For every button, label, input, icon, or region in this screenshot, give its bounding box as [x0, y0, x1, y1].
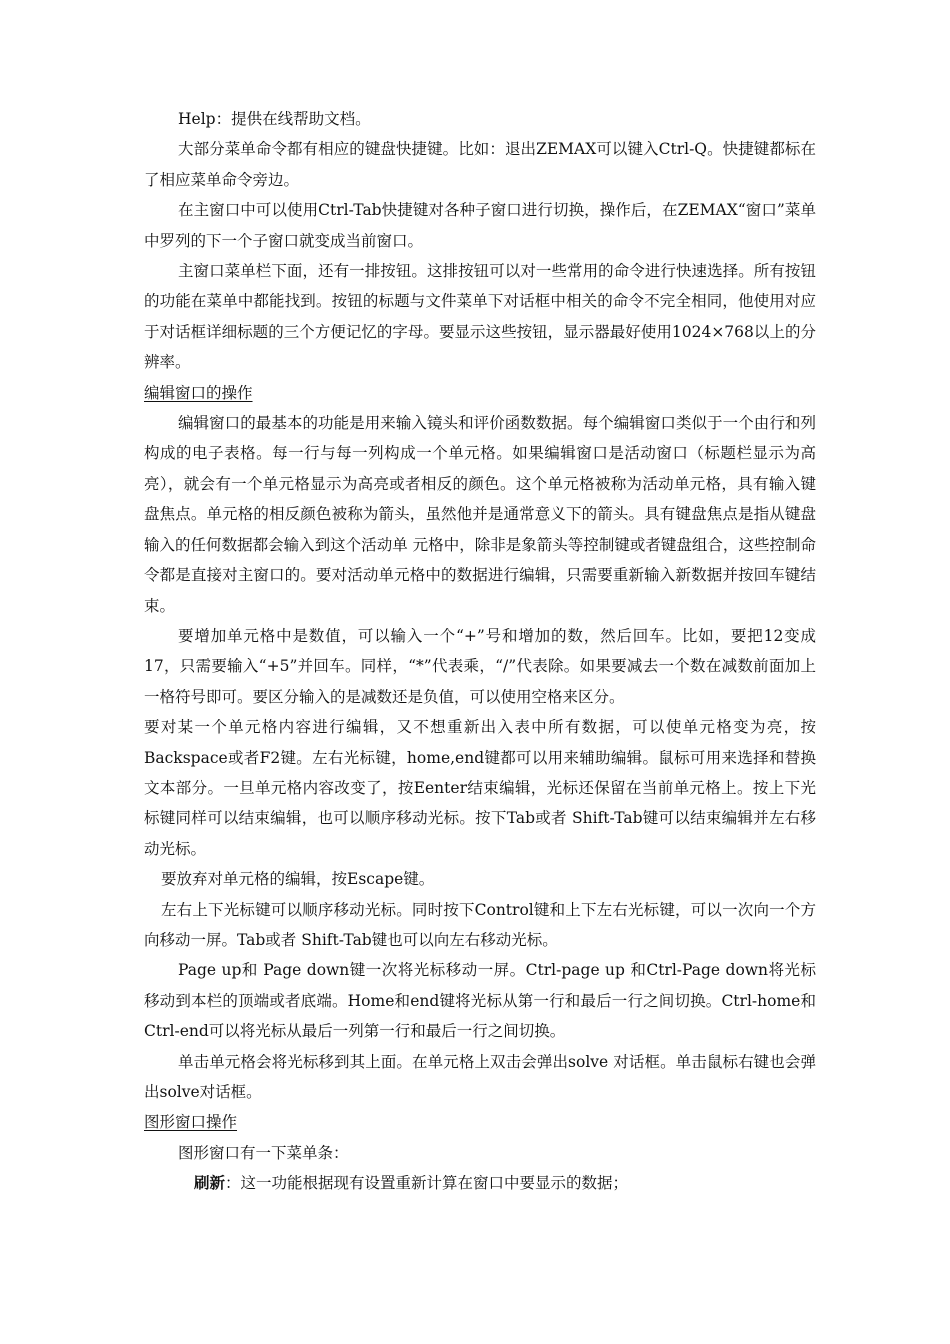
paragraph-escape: 要放弃对单元格的编辑，按Escape键。	[161, 870, 435, 889]
menu-item-refresh	[144, 1168, 816, 1198]
menu-refresh-term: 刷新	[194, 1173, 226, 1193]
paragraph-arrow-keys: 左右上下光标键可以顺序移动光标。同时按下Control键和上下左右光标键，可以一次向一个方向移动一屏。Tab或者 Shift-Tab键也可以向左右移动光标。	[144, 900, 816, 949]
document-page	[144, 104, 816, 1199]
paragraph-ctrl-tab: 在主窗口中可以使用Ctrl-Tab快捷键对各种子窗口进行切换，操作后，在ZEMAX“窗口”菜单中罗列的下一个子窗口就变成当前窗口。	[144, 201, 816, 250]
paragraph-help: Help：提供在线帮助文档。	[178, 110, 371, 128]
paragraph-page-keys: Page up和 Page down键一次将光标移动一屏。Ctrl-page up 和Ctrl-Page down将光标移动到本栏的顶端或者底端。Home和end键将光标从第一行和最后一行之间切换。Ctrl-home和Ctrl-end可以将光标从最后一列第一行和最后一行之间切换。	[144, 961, 816, 1041]
paragraph-edit-basic: 编辑窗口的最基本的功能是用来输入镜头和评价函数数据。每个编辑窗口类似于一个由行和列构成的电子表格。每一行与每一列构成一个单元格。如果编辑窗口是活动窗口（标题栏显示为高亮），就会有一个单元格显示为高亮或者相反的颜色。这个单元格被称为活动单元格，具有输入键盘焦点。单元格的相反颜色被称为箭头，虽然他并是通常意义下的箭头。具有键盘焦点是指从键盘输入的任何数据都会输入到这个活动单 元格中，除非是象箭头等控制键或者键盘组合，这些控制命令都是直接对主窗口的。要对活动单元格中的数据进行编辑，只需要重新输入新数据并按回车键结束。	[144, 414, 816, 615]
paragraph-shortcut: 大部分菜单命令都有相应的键盘快捷键。比如：退出ZEMAX可以键入Ctrl-Q。快捷键都标在了相应菜单命令旁边。	[144, 140, 816, 189]
paragraph-graph-menu: 图形窗口有一下菜单条：	[178, 1143, 349, 1162]
menu-refresh-desc: ：这一功能根据现有设置重新计算在窗口中要显示的数据；	[225, 1174, 629, 1193]
paragraph-buttons: 主窗口菜单栏下面，还有一排按钮。这排按钮可以对一些常用的命令进行快速选择。所有按钮的功能在菜单中都能找到。按钮的标题与文件菜单下对话框中相关的命令不完全相同，他使用对应于对话框详细标题的三个方便记忆的字母。要显示这些按钮，显示器最好使用1024×768以上的分辨率。	[144, 262, 816, 372]
heading-graph-window: 图形窗口操作	[144, 1113, 238, 1132]
paragraph-mouse-click: 单击单元格会将光标移到其上面。在单元格上双击会弹出solve 对话框。单击鼠标右键也会弹出solve对话框。	[144, 1052, 816, 1101]
heading-edit-window: 编辑窗口的操作	[144, 383, 253, 402]
paragraph-edit-cell: 要对某一个单元格内容进行编辑，又不想重新出入表中所有数据，可以使单元格变为亮，按Backspace或者F2键。左右光标键，home,end键都可以用来辅助编辑。鼠标可用来选择和替换文本部分。一旦单元格内容改变了，按Eenter结束编辑，光标还保留在当前单元格上。按上下光标键同样可以结束编辑，也可以顺序移动光标。按下Tab或者 Shift-Tab键可以结束编辑并左右移动光标。	[144, 718, 816, 858]
paragraph-edit-values: 要增加单元格中是数值，可以输入一个“+”号和增加的数，然后回车。比如，要把12变成17，只需要输入“+5”并回车。同样，“*”代表乘，“/”代表除。如果要减去一个数在减数前面加上一格符号即可。要区分输入的是减数还是负值，可以使用空格来区分。	[144, 626, 816, 706]
